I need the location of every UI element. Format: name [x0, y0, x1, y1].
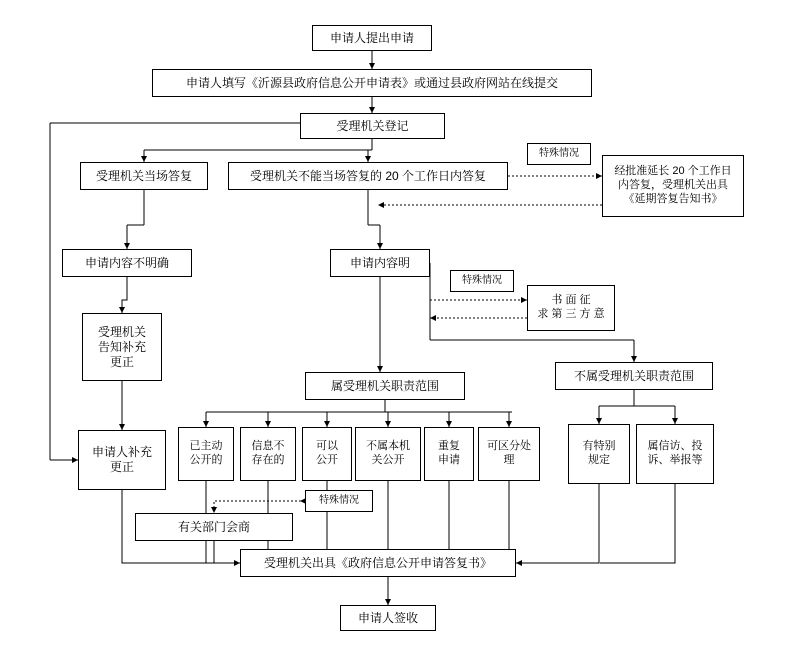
flow-node[interactable]: 可以 公开: [302, 427, 352, 481]
flow-node[interactable]: 可区分处 理: [478, 427, 540, 481]
flow-node[interactable]: 信息不 存在的: [240, 427, 296, 481]
flow-node[interactable]: 经批准延长 20 个工作日 内答复，受理机关出具 《延期答复告知书》: [602, 155, 744, 217]
flow-node[interactable]: 申请人签收: [340, 605, 436, 631]
flow-node[interactable]: 有关部门会商: [135, 513, 293, 541]
flow-node[interactable]: 申请人提出申请: [312, 25, 432, 51]
flow-node[interactable]: 受理机关出具《政府信息公开申请答复书》: [240, 549, 516, 577]
condition-label: 特殊情况: [450, 270, 514, 292]
flow-node[interactable]: 属受理机关职责范围: [305, 372, 465, 400]
flow-node[interactable]: 不属本机 关公开: [355, 427, 421, 481]
flow-node[interactable]: 不属受理机关职责范围: [555, 362, 713, 390]
condition-label: 特殊情况: [527, 143, 591, 165]
flow-node[interactable]: 有特别 规定: [568, 424, 630, 484]
flow-node[interactable]: 申请内容明: [330, 249, 430, 277]
flow-node[interactable]: 重复 申请: [424, 427, 474, 481]
flow-node[interactable]: 书 面 征 求 第 三 方 意: [527, 285, 615, 331]
flow-node[interactable]: 受理机关 告知补充 更正: [82, 313, 162, 381]
flow-node[interactable]: 申请人填写《沂源县政府信息公开申请表》或通过县政府网站在线提交: [152, 69, 592, 97]
flow-node[interactable]: 受理机关登记: [300, 113, 445, 139]
flow-node[interactable]: 申请人补充 更正: [78, 430, 166, 490]
condition-label: 特殊情况: [305, 490, 373, 512]
flow-node[interactable]: 属信访、投 诉、举报等: [636, 424, 714, 484]
flow-node[interactable]: 申请内容不明确: [62, 249, 192, 277]
flow-node[interactable]: 受理机关不能当场答复的 20 个工作日内答复: [228, 162, 508, 190]
flow-node[interactable]: 已主动 公开的: [178, 427, 234, 481]
flow-node[interactable]: 受理机关当场答复: [80, 162, 208, 190]
